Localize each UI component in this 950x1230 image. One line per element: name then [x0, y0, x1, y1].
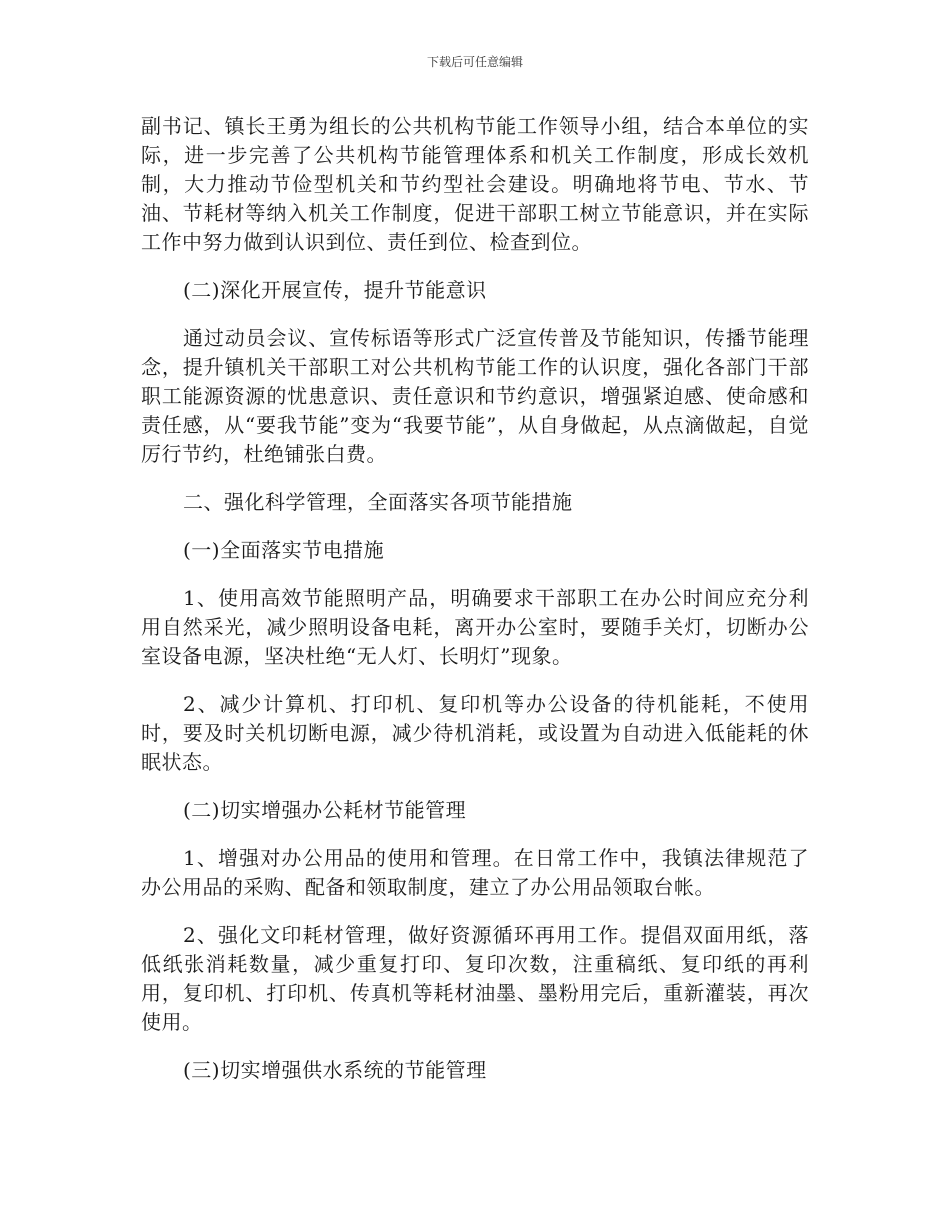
section-heading: (三)切实增强供水系统的节能管理: [183, 1058, 487, 1082]
paragraph: 1、增强对办公用品的使用和管理。在日常工作中，我镇法律规范了办公用品的采购、配备和领取制度，建立了办公用品领取台帐。: [141, 846, 809, 899]
page-header: 下载后可任意编辑: [426, 55, 523, 69]
paragraph: 2、减少计算机、打印机、复印机等办公设备的待机能耗，不使用时，要及时关机切断电源，减少待机消耗，或设置为自动进入低能耗的休眠状态。: [141, 692, 809, 774]
paragraph: 通过动员会议、宣传标语等形式广泛宣传普及节能知识，传播节能理念，提升镇机关干部职工对公共机构节能工作的认识度，强化各部门干部职工能源资源的忧患意识、责任意识和节约意识，增强紧迫感、使命感和责任感，从“要我节能”变为“我要节能”，从自身做起，从点滴做起，自觉厉行节约，杜绝铺张白费。: [141, 326, 809, 466]
section-heading: (二)切实增强办公耗材节能管理: [183, 798, 467, 822]
document-body: [141, 112, 809, 1104]
section-heading: (一)全面落实节电措施: [183, 538, 385, 562]
paragraph: 副书记、镇长王勇为组长的公共机构节能工作领导小组，结合本单位的实际，进一步完善了公共机构节能管理体系和机关工作制度，形成长效机制，大力推动节俭型机关和节约型社会建设。明确地将节电、节水、节油、节耗材等纳入机关工作制度，促进干部职工树立节能意识，并在实际工作中努力做到认识到位、责任到位、检查到位。: [141, 114, 809, 254]
paragraph: 1、使用高效节能照明产品，明确要求干部职工在办公时间应充分利用自然采光，减少照明设备电耗，离开办公室时，要随手关灯，切断办公室设备电源，坚决杜绝“无人灯、长明灯”现象。: [141, 586, 809, 668]
paragraph: 2、强化文印耗材管理，做好资源循环再用工作。提倡双面用纸，落低纸张消耗数量，减少重复打印、复印次数，注重稿纸、复印纸的再利用，复印机、打印机、传真机等耗材油墨、墨粉用完后，重新灌装，再次使用。: [141, 923, 809, 1034]
section-heading: 二、强化科学管理，全面落实各项节能措施: [183, 490, 573, 514]
section-heading: (二)深化开展宣传，提升节能意识: [183, 278, 487, 302]
